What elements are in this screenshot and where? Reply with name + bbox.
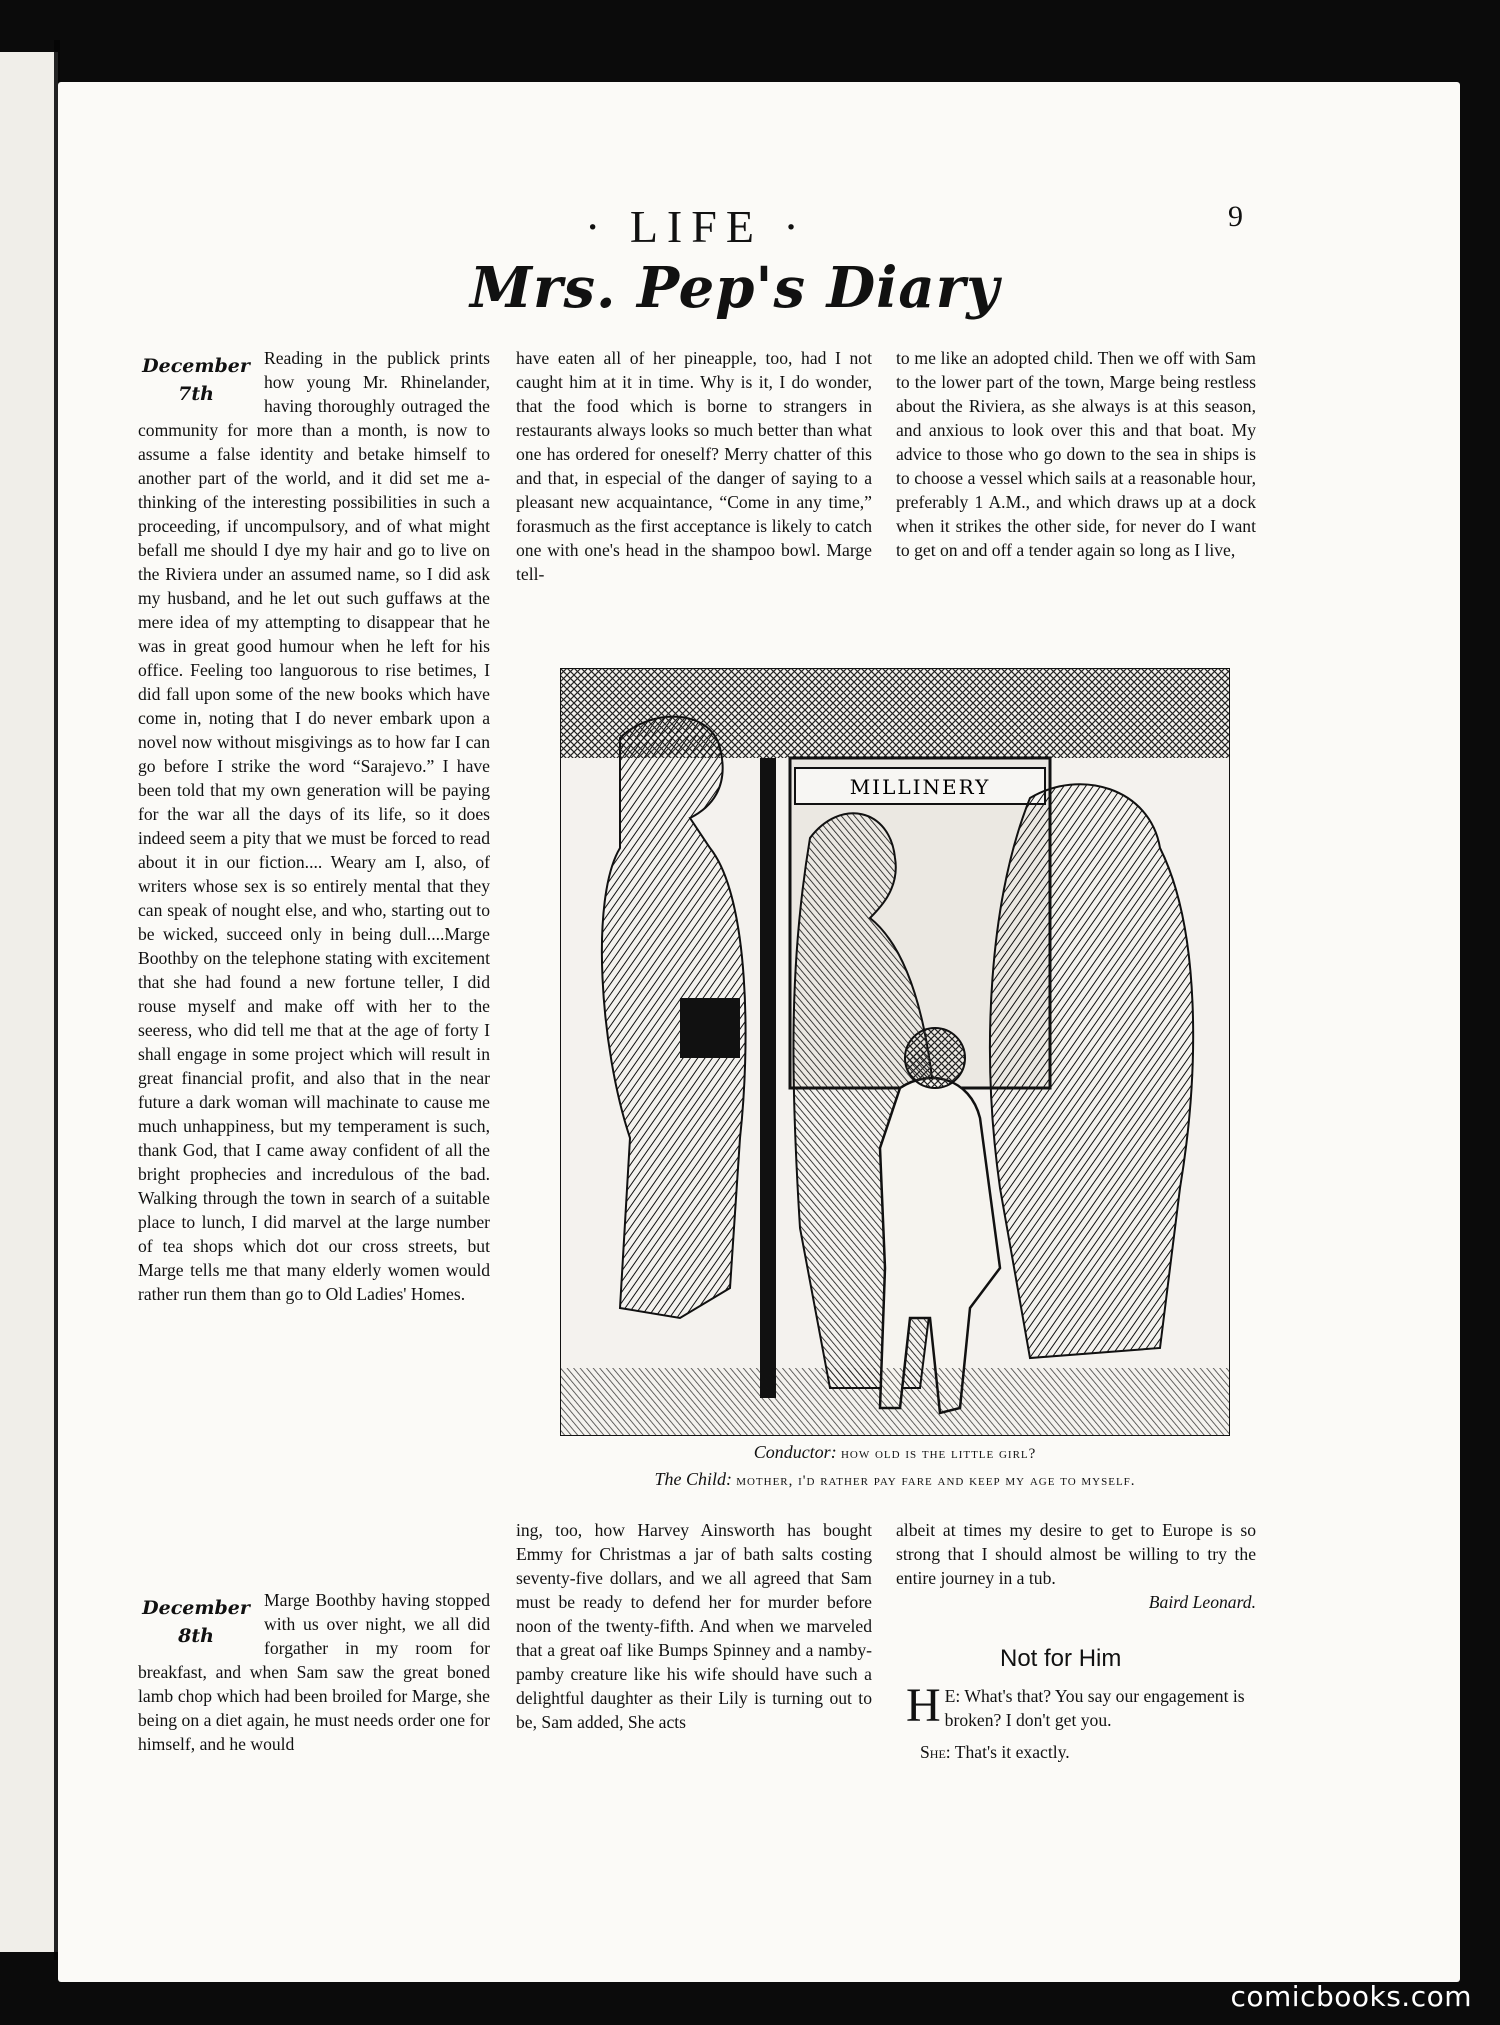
article-title: Mrs. Pep's Diary (470, 255, 1000, 321)
author-signature: Baird Leonard. (1148, 1592, 1256, 1612)
column-3-top (896, 346, 1256, 562)
column-1-entry-1 (138, 346, 490, 1306)
entry-2-text: Marge Boothby having stopped with us over night, we all did forgather in my room for breakfast, and when Sam saw the great boned lamb chop which had been broiled for Marge, she being on a diet again, he must needs order one for himself, and he would (138, 1590, 490, 1754)
caption-line-2: The Child: mother, i'd rather pay fare and keep my age to myself. (654, 1469, 1136, 1489)
child-head (905, 1028, 965, 1088)
column-2-bottom-text: ing, too, how Harvey Ainsworth has bought Emmy for Christmas a jar of bath salts costing seventy-five dollars, and we all agreed that Sam must be ready to defend her for murder before noon of the twenty-fifth. And when we marveled that a great oaf like Bumps Spinney and a namby-pamby creature like his wife should have such a delightful daughter as their Lily is turning out to be, Sam added, She acts (516, 1520, 872, 1732)
shop-sign-text: MILLINERY (849, 775, 991, 799)
door-pole (760, 758, 776, 1398)
caption-line-1: Conductor: how old is the little girl? (753, 1442, 1037, 1462)
facing-page-edge (0, 52, 58, 1952)
he-line: H E: What's that? You say our engagement is broken? I don't get you. (906, 1679, 1245, 1732)
magazine-title: · LIFE · (585, 201, 808, 252)
column-2-top-text: have eaten all of her pineapple, too, had I not caught him at it in time. Why is it, I do wonder, that the food which is borne to strangers in restaurants always looks so much better than what one has ordered for oneself? Merry chatter of this and that, in especial of the danger of saying to a pleasant new acquaintance, “Come in any time,” forasmuch as the first acceptance is likely to catch one with one's head in the shampoo bowl. Marge tell- (516, 348, 872, 584)
she-line: She: That's it exactly. (920, 1742, 1070, 1762)
date-label-dec-7: December 7th (142, 355, 250, 405)
entry-1-text: Reading in the publick prints how young Mr. Rhinelander, having thoroughly outraged the community for more than a month, is now to assume a false identity and betake himself to another part of the world, and it did set me a-thinking of the interesting possibilities in such a proceeding, if uncompulsory, and of what might befall me should I dye my hair and go to live on the Riviera under an assumed name, so I did ask my husband, and he let out such guffaws at the mere idea of my attempting to disappear that he was in great good humour when he left for his office. Feeling too languorous to rise betimes, I did fall upon some of the new books which have come in, noting that I do never embark upon a novel now without misgivings as to how far I can go before I strike the word “Sarajevo.” I have been told that my own generation will be paying for the war all the days of its life, so it does indeed seem a pity that we must be forced to read about it in our fiction.... Weary am I, also, of writers whose sex is so entirely mental that they can speak of nought else, and who, starting out to be wicked, succeed only in being dull....Marge Boothby on the telephone stating with excitement that she had found a new fortune teller, I did rouse myself and make off with her to the seeress, who did tell me that at the age of forty I shall engage in some project which will result in great financial profit, and also that in the near future a dark woman will machinate to cause me much unhappiness, but my temperament is such, thank God, that I came away confident of all the bright prophecies and incredulous of the bad. Walking through the town in search of a suitable place to lunch, I did marvel at the large number of tea shops which dot our cross streets, but Marge tells me that many elderly women would rather run them than go to Old Ladies' Homes. (138, 348, 490, 1304)
column-3-bottom-text: albeit at times my desire to get to Europe is so strong that I should almost be willing to try the entire journey in a tub. (896, 1520, 1256, 1588)
date-label-dec-8: December 8th (142, 1597, 250, 1647)
column-2-top (516, 346, 872, 586)
watermark: comicbooks.com (1230, 1980, 1472, 2013)
column-1-entry-2 (138, 1588, 490, 1756)
page-number: 9 (1228, 200, 1243, 233)
sidebar-dialog (906, 1679, 1256, 1764)
woman-in-fur-figure (990, 784, 1193, 1358)
cartoon-illustration (560, 668, 1230, 1436)
cartoon-caption (560, 1440, 1230, 1494)
fare-box (680, 998, 740, 1058)
column-3-top-text: to me like an adopted child. Then we off with Sam to the lower part of the town, Marge being restless about the Riviera, as she always is at this season, and anxious to look over this and that boat. My advice to those who go down to the sea in ships is to choose a vessel which sails at a reasonable hour, preferably 1 A.M., and which draws up at a dock when it strikes the other side, for never do I want to get on and off a tender again so long as I live, (896, 348, 1256, 560)
floor-hatching (560, 1368, 1230, 1436)
column-2-bottom (516, 1518, 872, 1734)
sidebar-title: Not for Him (1000, 1645, 1122, 1672)
column-3-bottom (896, 1518, 1256, 1614)
